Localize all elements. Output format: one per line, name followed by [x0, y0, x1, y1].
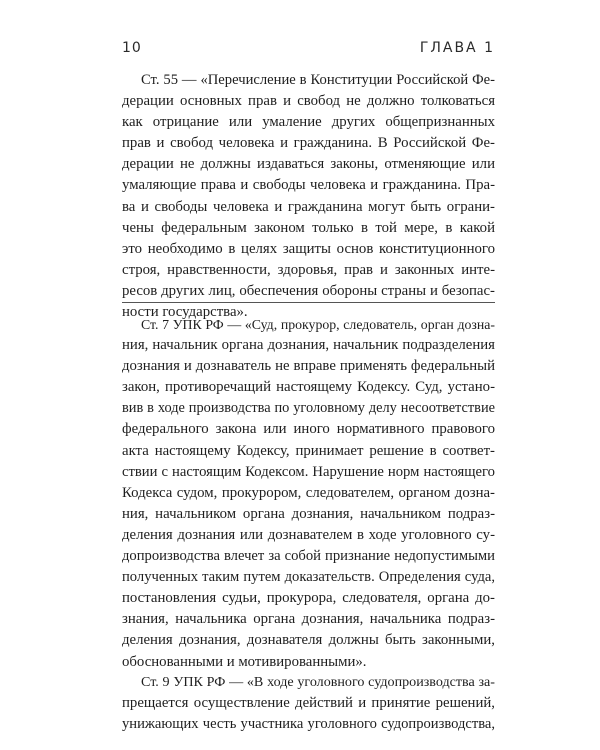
text-line: прав и свобод человека и гражданина. В Российской Фе- — [122, 135, 495, 152]
page-header — [122, 40, 495, 62]
text-line: дознания и дознаватель не вправе применять федеральный — [122, 358, 495, 375]
text-line: это необходимо в целях защиты основ конституционного — [122, 240, 495, 257]
text-line: ния, начальник органа дознания, начальник подразделения — [122, 337, 495, 354]
text-line: чены федеральным законом только в той мере, в какой — [122, 219, 495, 236]
text-line: дерации основных прав и свобод не должно толковаться — [122, 93, 495, 110]
text-line: деления дознания или дознавателем в ходе уголовного су- — [122, 526, 495, 543]
text-line: закон, противоречащий настоящему Кодексу. Суд, устано- — [122, 379, 495, 396]
text-line: прещается осуществление действий и принятие решений, — [122, 695, 495, 712]
text-line: допроизводства влечет за собой признание недопустимыми — [122, 548, 495, 565]
text-line: умаляющие права и свободы человека и гражданина. Пра- — [122, 177, 495, 194]
section-divider — [122, 302, 495, 303]
text-line: ния, начальником органа дознания, начальником подраз- — [122, 505, 495, 522]
text-line: унижающих честь участника уголовного судопроизводства, — [122, 716, 495, 733]
text-line: вив в ходе производства по уголовному делу несоответствие — [122, 400, 495, 417]
quote-upk-article-7 — [122, 314, 495, 673]
text-line: дерации не должны издаваться законы, отменяющие или — [122, 156, 495, 173]
text-line: полученных таким путем доказательств. Определения суда, — [122, 569, 495, 586]
text-line: Ст. 9 УПК РФ — «В ходе уголовного судопроизводства за- — [141, 674, 495, 690]
text-line: ресов других лиц, обеспечения обороны страны и безопас- — [122, 282, 495, 299]
text-line: деления дознания, дознавателя должны быть законными, — [122, 632, 495, 649]
quote-upk-article-9 — [122, 672, 495, 735]
text-line: ва и свободы человека и гражданина могут быть ограни- — [122, 198, 495, 215]
text-line: обоснованными и мотивированными». — [122, 653, 367, 670]
text-line: ствии с настоящим Кодексом. Нарушение норм настоящего — [122, 463, 495, 480]
text-line: знания, начальника органа дознания, начальника подраз- — [122, 611, 495, 628]
text-line: постановления судьи, прокурора, следователя, органа до- — [122, 590, 495, 607]
quote-constitution-article-55 — [122, 70, 495, 323]
text-line: строя, нравственности, здоровья, прав и законных инте- — [122, 261, 495, 278]
text-line: ности государства». — [122, 304, 248, 321]
text-line: Кодекса судом, прокурором, следователем, органом дозна- — [122, 484, 495, 501]
page-number: 10 — [122, 40, 142, 56]
text-line: акта настоящему Кодексу, принимает решение в соответ- — [122, 442, 495, 459]
text-line: как отрицание или умаление других общепризнанных — [122, 114, 495, 131]
chapter-title: ГЛАВА 1 — [419, 40, 495, 56]
text-line: Ст. 55 — «Перечисление в Конституции Российской Фе- — [141, 72, 495, 88]
text-line: федерального закона или иного нормативного правового — [122, 421, 495, 438]
text-line: Ст. 7 УПК РФ — «Суд, прокурор, следователь, орган дозна- — [141, 317, 495, 332]
